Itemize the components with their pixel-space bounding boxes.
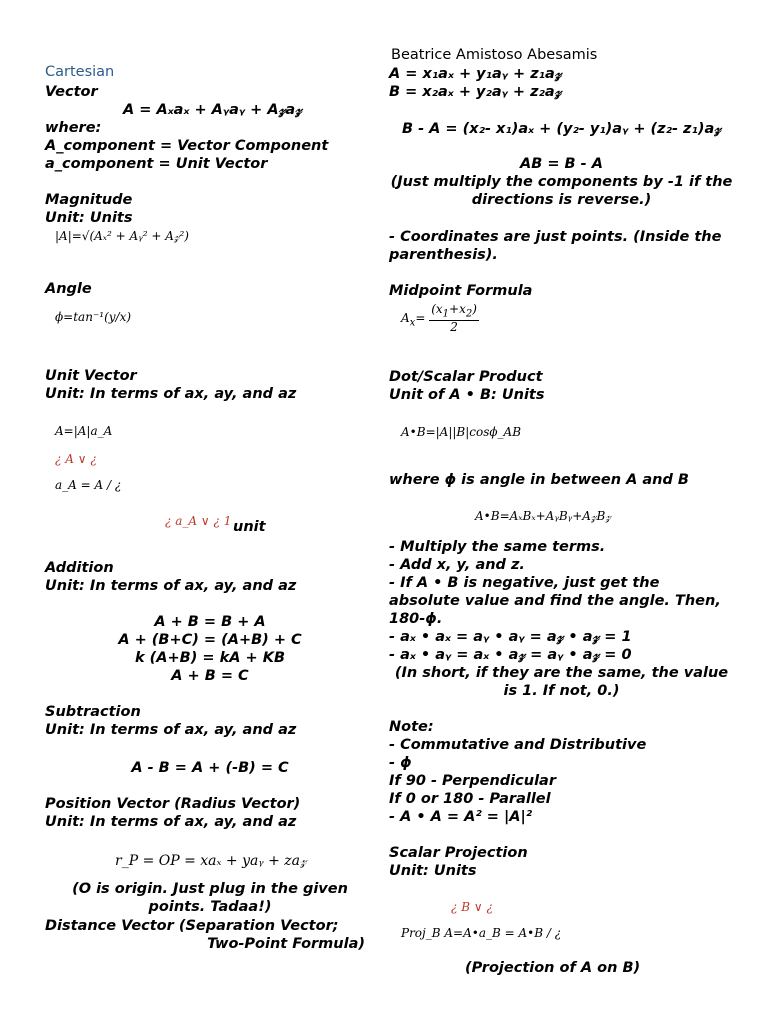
projection-caption: (Projection of A on B) bbox=[465, 960, 641, 976]
midpoint-formula bbox=[401, 303, 479, 334]
position-note: (O is origin. Just plug in the given points. Tadaa!) bbox=[72, 881, 348, 915]
dot-note-5: - aₓ • aᵧ = aₓ • a𝓏 = aᵧ • a𝓏 = 0 bbox=[389, 647, 632, 663]
magnitude-unit: Unit: Units bbox=[45, 210, 133, 226]
unit-vector-formula-4: ¿ a_A ∨ ¿ 1 bbox=[165, 514, 232, 528]
addition-eq-1: A + B = B + A bbox=[154, 614, 266, 630]
dot-product-title: Dot/Scalar Product bbox=[389, 369, 543, 385]
vector-component-def: A_component = Vector Component bbox=[45, 138, 329, 154]
unit-vector-formula-1: A=|A|a_A bbox=[55, 424, 113, 438]
section-heading-cartesian: Cartesian bbox=[45, 64, 115, 80]
projection-formula-1: ¿ B ∨ ¿ bbox=[451, 900, 493, 914]
note-item-5: - A • A = A² = |A|² bbox=[389, 809, 533, 825]
addition-eq-2: A + (B+C) = (A+B) + C bbox=[118, 632, 302, 648]
unit-vector-unit: Unit: In terms of ax, ay, and az bbox=[45, 386, 297, 402]
vector-a-equation: A = x₁aₓ + y₁aᵧ + z₁a𝓏 bbox=[389, 66, 562, 82]
author-name: Beatrice Amistoso Abesamis bbox=[391, 47, 598, 63]
unit-vector-def: a_component = Unit Vector bbox=[45, 156, 268, 172]
scalar-projection-unit: Unit: Units bbox=[389, 863, 477, 879]
addition-eq-4: A + B = C bbox=[171, 668, 249, 684]
subtraction-unit: Unit: In terms of ax, ay, and az bbox=[45, 722, 297, 738]
note-item-3: If 90 - Perpendicular bbox=[389, 773, 556, 789]
dot-where: where ϕ is angle in between A and B bbox=[389, 472, 689, 488]
subtraction-eq: A - B = A + (-B) = C bbox=[131, 760, 289, 776]
addition-title: Addition bbox=[45, 560, 114, 576]
dot-note-4: - aₓ • aₓ = aᵧ • aᵧ = a𝓏 • a𝓏 = 1 bbox=[389, 629, 632, 645]
dot-short-note: (In short, if they are the same, the value is 1. If not, 0.) bbox=[394, 665, 729, 699]
unit-label: unit bbox=[233, 519, 266, 535]
midpoint-fraction: $\frac{(x_1+x_2)}{2}$ bbox=[431, 302, 477, 335]
note-title: Note: bbox=[389, 719, 434, 735]
projection-formula-2: Proj_B A=A•a_B = A•B / ¿ bbox=[401, 926, 562, 940]
midpoint-title: Midpoint Formula bbox=[389, 283, 533, 299]
distance-title-line-2: Two-Point Formula) bbox=[207, 936, 365, 952]
unit-vector-formula-2: ¿ A ∨ ¿ bbox=[55, 452, 97, 466]
position-unit: Unit: In terms of ax, ay, and az bbox=[45, 814, 297, 830]
subtraction-title: Subtraction bbox=[45, 704, 141, 720]
ab-note: (Just multiply the components by -1 if the directions is reverse.) bbox=[390, 174, 733, 208]
ab-equation: AB = B - A bbox=[520, 156, 603, 172]
angle-title: Angle bbox=[45, 281, 92, 297]
note-item-4: If 0 or 180 - Parallel bbox=[389, 791, 551, 807]
dot-product-unit: Unit of A • B: Units bbox=[389, 387, 545, 403]
vector-title: Vector bbox=[45, 84, 98, 100]
unit-vector-formula-3: a_A = A / ¿ bbox=[55, 478, 122, 492]
unit-vector-title: Unit Vector bbox=[45, 368, 137, 384]
coordinates-note: - Coordinates are just points. (Inside the parenthesis). bbox=[389, 229, 722, 263]
dot-note-3: - If A • B is negative, just get the absolute value and find the angle. Then, 180-ϕ. bbox=[389, 575, 721, 627]
magnitude-title: Magnitude bbox=[45, 192, 133, 208]
dot-note-2: - Add x, y, and z. bbox=[389, 557, 525, 573]
position-formula: r_P = OP = xaₓ + yaᵧ + za𝓏 bbox=[115, 853, 307, 869]
vector-equation: A = Aₓaₓ + Aᵧaᵧ + A𝓏a𝓏 bbox=[123, 102, 302, 118]
addition-eq-3: k (A+B) = kA + KB bbox=[134, 650, 285, 666]
angle-formula: ϕ=tan⁻¹(y/x) bbox=[55, 310, 132, 324]
b-minus-a-equation: B - A = (x₂- x₁)aₓ + (y₂- y₁)aᵧ + (z₂- z₁)a𝓏 bbox=[402, 121, 721, 137]
dot-formula-1: A•B=|A||B|cosϕ_AB bbox=[401, 425, 522, 439]
where-label: where: bbox=[45, 120, 102, 136]
position-title: Position Vector (Radius Vector) bbox=[45, 796, 301, 812]
midpoint-lhs: $A_x=$ bbox=[401, 311, 426, 329]
dot-note-1: - Multiply the same terms. bbox=[389, 539, 606, 555]
addition-unit: Unit: In terms of ax, ay, and az bbox=[45, 578, 297, 594]
note-item-2: - ϕ bbox=[389, 755, 412, 771]
scalar-projection-title: Scalar Projection bbox=[389, 845, 528, 861]
distance-title-line-1: Distance Vector (Separation Vector; bbox=[45, 918, 339, 934]
note-item-1: - Commutative and Distributive bbox=[389, 737, 647, 753]
vector-b-equation: B = x₂aₓ + y₂aᵧ + z₂a𝓏 bbox=[389, 84, 562, 100]
dot-formula-2: A•B=AₓBₓ+AᵧBᵧ+A𝓏B𝓏 bbox=[475, 509, 611, 523]
magnitude-formula: |A|=√(Aₓ² + Aᵧ² + A𝓏²) bbox=[55, 229, 189, 243]
